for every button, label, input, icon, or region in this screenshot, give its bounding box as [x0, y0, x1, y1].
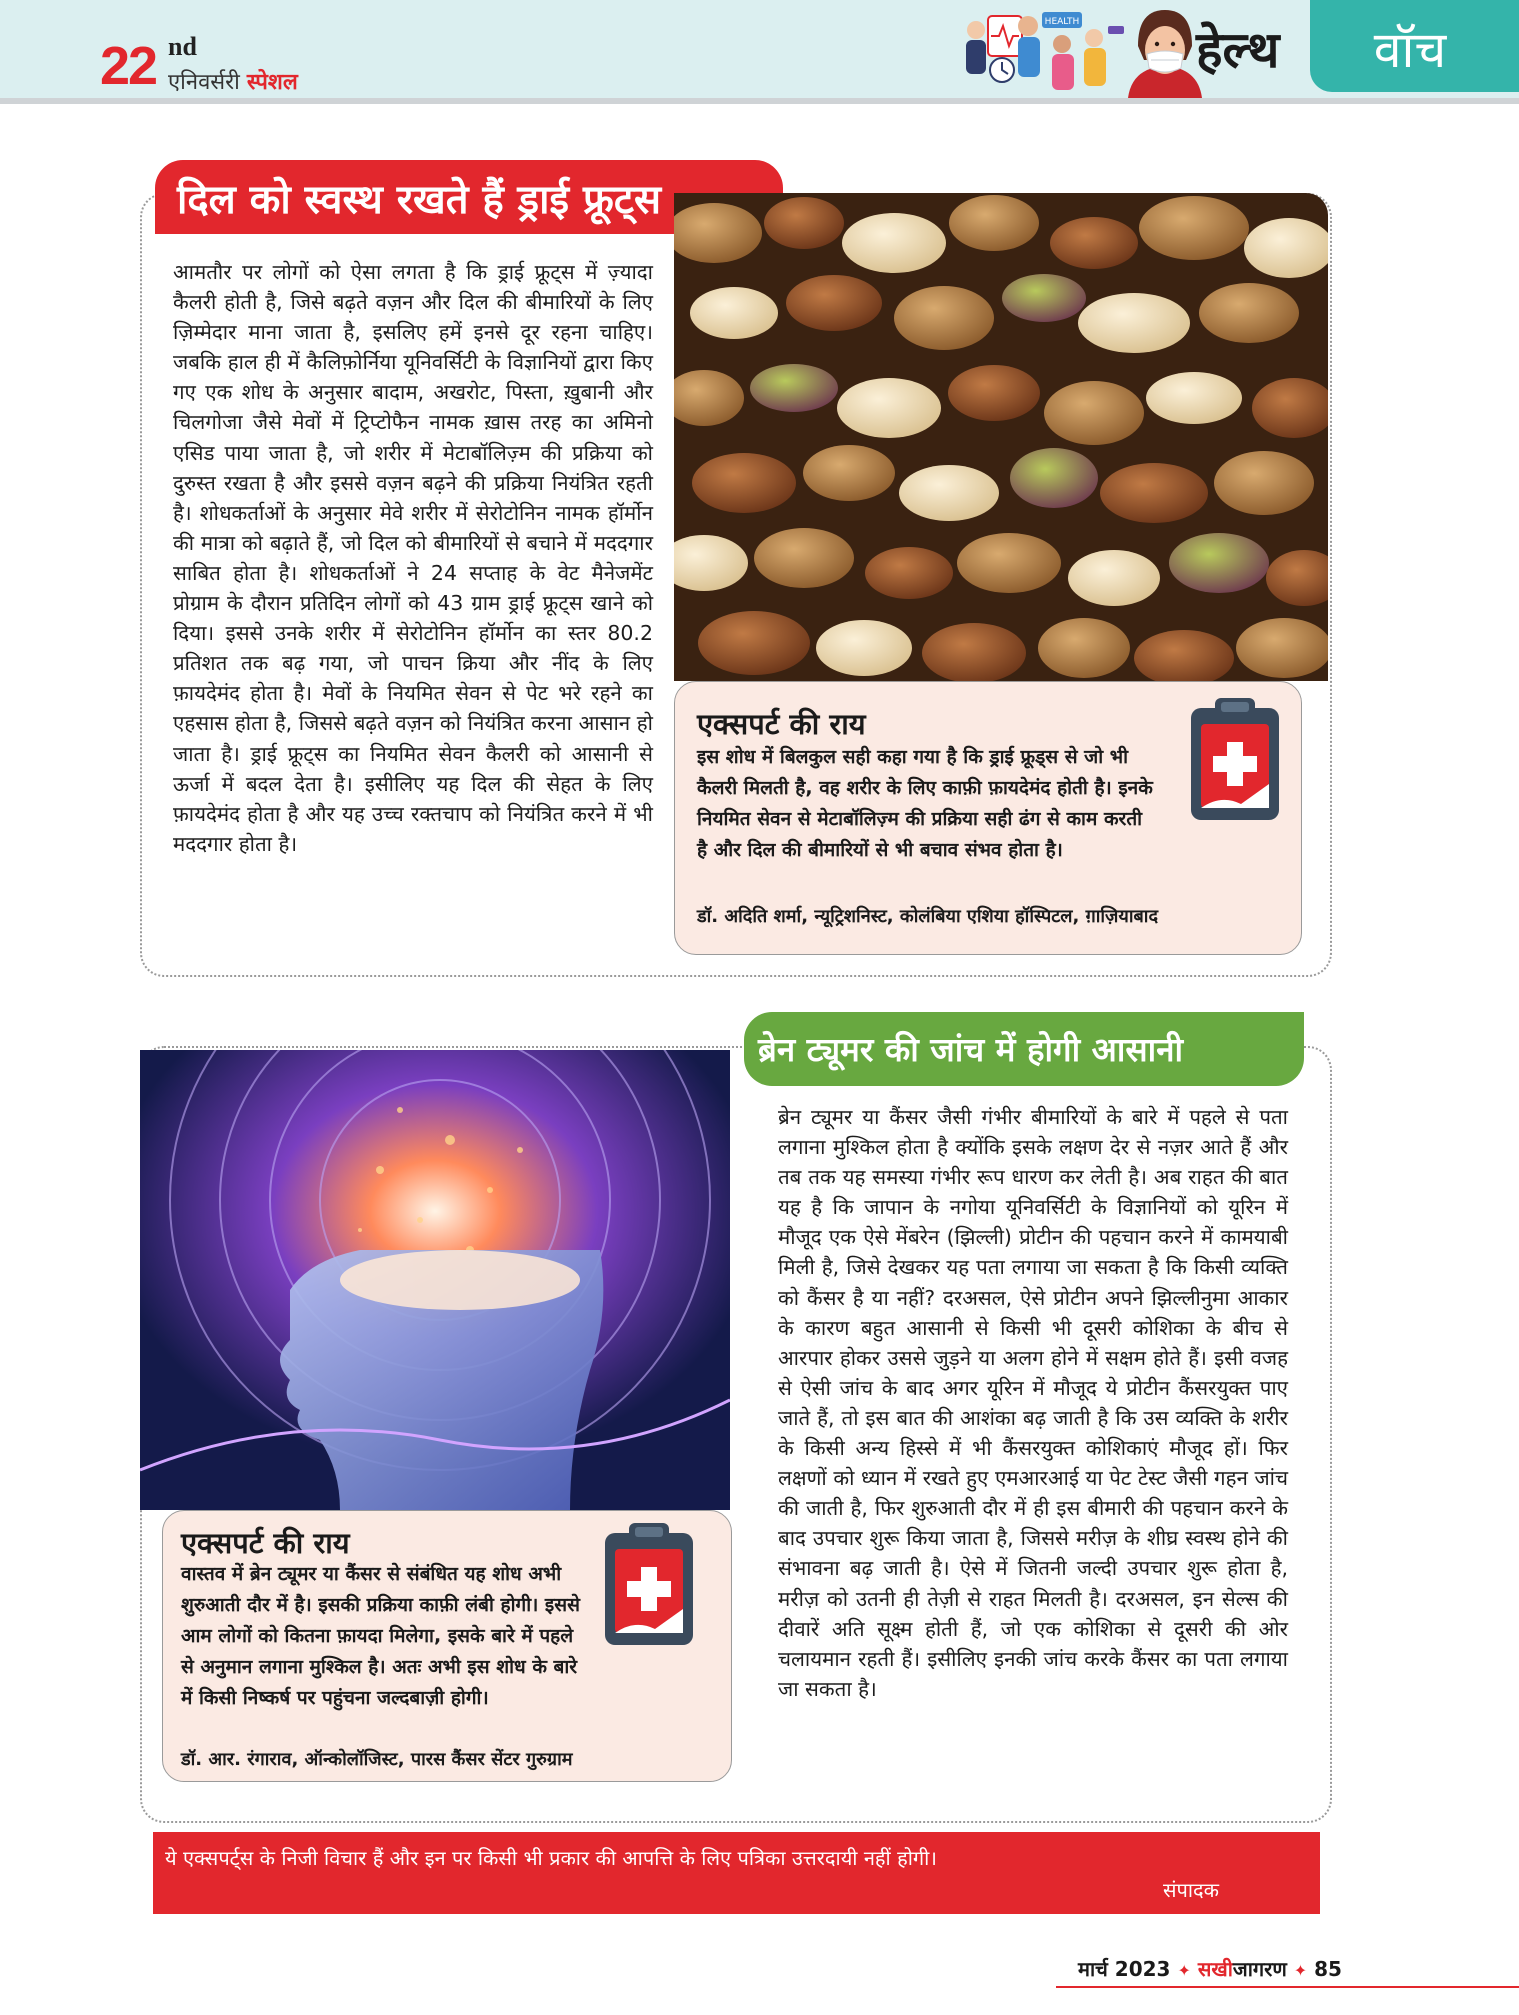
brain-illustration	[140, 1050, 730, 1510]
article-dry-fruits-body: आमतौर पर लोगों को ऐसा लगता है कि ड्राई फ्रूट्स में ज़्यादा कैलरी होती है, जिसे बढ़ते वज़न और दिल की बीमारियों के लिए ज़िम्मेदार माना जाता है, इसलिए हमें इनसे दूर रहना चाहिए। जबकि हाल ही में कैलिफ़ोर्निया यूनिवर्सिटी के विज्ञानियों द्वारा किए गए एक शोध के अनुसार बादाम, अखरोट, पिस्ता, ख़ुबानी और चिलगोजा जैसे मेवों में ट्रिप्टोफैन नामक ख़ास तरह का अमिनो एसिड पाया जाता है, जो शरीर में मेटाबॉलिज़्म की प्रक्रिया को दुरुस्त रखता है और इससे वज़न बढ़ने की प्रक्रिया नियंत्रित रहती है। शोधकर्ताओं के अनुसार मेवे शरीर में सेरोटोनिन नामक हॉर्मोन की मात्रा को बढ़ाते हैं, जो दिल को बीमारियों से बचाने में मददगार साबित होता है। शोधकर्ताओं ने 24 सप्ताह के वेट मैनेजमेंट प्रोग्राम के दौरान प्रतिदिन लोगों को 43 ग्राम ड्राई फ्रूट्स खाने को दिया। इससे उनके शरीर में सेरोटोनिन हॉर्मोन का स्तर 80.2 प्रतिशत तक बढ़ गया, जो पाचन क्रिया और नींद के लिए फ़ायदेमंद होता है। मेवों के नियमित सेवन से पेट भरे रहने का एहसास होता है, जिससे बढ़ते वज़न को नियंत्रित करना आसान हो जाता है। ड्राई फ्रूट्स का नियमित सेवन कैलरी को आसानी से ऊर्जा में बदल देता है। इसीलिए यह दिल की सेहत के लिए फ़ायदेमंद होता है और यह उच्च रक्तचाप को नियंत्रित करने में भी मददगार होता है।	[173, 260, 653, 856]
anniversary-special: स्पेशल	[246, 70, 298, 95]
expert-opinion-box	[674, 681, 1302, 955]
anniversary-suffix: nd	[168, 32, 197, 61]
article-brain-tumor-title: ब्रेन ट्यूमर की जांच में होगी आसानी	[758, 1030, 1184, 1069]
article-dry-fruits-title: दिल को स्वस्थ रखते हैं ड्राई फ्रूट्स	[177, 177, 662, 223]
article-brain-tumor-body: ब्रेन ट्यूमर या कैंसर जैसी गंभीर बीमारियों के बारे में पहले से पता लगाना मुश्किल होता है क्योंकि इसके लक्षण देर से नज़र आते हैं और तब तक यह समस्या गंभीर रूप धारण कर लेती है। अब राहत की बात यह है कि जापान के नगोया यूनिवर्सिटी के विज्ञानियों को यूरिन में मौजूद एक ऐसे मेंबरेन (झिल्ली) प्रोटीन की पहचान करने में कामयाबी मिली है, जिसे देखकर यह पता लगाया जा सकता है कि किसी व्यक्ति को कैंसर है या नहीं? दरअसल, ऐसे प्रोटीन अपने झिल्लीनुमा आकार के कारण बहुत आसानी से किसी भी दूसरी कोशिका के बीच से आरपार होकर उससे जुड़ने या अलग होने में सक्षम होते हैं। इसी वजह से ऐसी जांच के बाद अगर यूरिन में मौजूद ये प्रोटीन कैंसरयुक्त पाए जाते हैं, तो इस बात की आशंका बढ़ जाती है कि उस व्यक्ति के शरीर के किसी अन्य हिस्से में भी कैंसरयुक्त कोशिकाएं मौजूद हों। फिर लक्षणों को ध्यान में रखते हुए एमआरआई या पेट टेस्ट जैसी गहन जांच की जाती है, फिर शुरुआती दौर में ही इस बीमारी की पहचान करने के बाद उपचार शुरू किया जाता है, जिससे मरीज़ के शीघ्र स्वस्थ होने की संभावना बढ़ जाती है। ऐसे में जितनी जल्दी उपचार शुरू होता है, मरीज़ को उतनी ही तेज़ी से राहत मिलती है। दरअसल, इन सेल्स की दीवारें अति सूक्ष्म होती हैं, जो एक कोशिका से दूसरी की ओर चलायमान रहती हैं। इसीलिए इनकी जांच करके कैंसर का पता लगाया जा सकता है।	[778, 1105, 1288, 1701]
anniversary-label	[168, 66, 298, 96]
expert-name: डॉ. अदिति शर्मा, न्यूट्रिशनिस्ट, कोलंबिया एशिया हॉस्पिटल, ग़ाज़ियाबाद	[697, 906, 1159, 927]
header-divider	[0, 98, 1519, 104]
editor-signature: संपादक	[1163, 1878, 1220, 1902]
footer-brand-jagran: जागरण	[1232, 1957, 1287, 1981]
expert-opinion-text: इस शोध में बिलकुल सही कहा गया है कि ड्राई फ्रूड्स से जो भी कैलरी मिलती है, वह शरीर के लिए काफ़ी फ़ायदेमंद होती है। इनके नियमित सेवन से मेटाबॉलिज़्म की प्रक्रिया सही ढंग से काम करती है और दिल की बीमारियों से भी बचाव संभव होता है।	[697, 746, 1153, 861]
expert-opinion-title-2: एक्सपर्ट की राय	[181, 1526, 350, 1560]
disclaimer-text: ये एक्सपर्ट्स के निजी विचार हैं और इन पर किसी भी प्रकार की आपत्ति के लिए पत्रिका उत्तरदायी नहीं होगी।	[165, 1846, 937, 1870]
article-brain-tumor-title-bar	[744, 1012, 1304, 1086]
anniversary-word: एनिवर्सरी	[168, 70, 240, 95]
expert-opinion-title: एक्सपर्ट की राय	[697, 707, 866, 741]
dry-fruits-photo	[674, 193, 1328, 681]
medical-clipboard-icon	[1185, 696, 1285, 826]
section-tab-label: वॉच	[1373, 21, 1447, 79]
page-footer	[1078, 1955, 1342, 1982]
page-number: 85	[1314, 1957, 1342, 1981]
footer-rule	[1056, 1986, 1519, 1988]
footer-brand-sakhi: सखी	[1197, 1957, 1233, 1981]
expert-opinion-box-2	[162, 1510, 732, 1782]
expert-name-2: डॉ. आर. रंगाराव, ऑन्कोलॉजिस्ट, पारस कैंसर सेंटर गुरुग्राम	[181, 1749, 573, 1770]
footer-month-year: मार्च 2023	[1078, 1957, 1171, 1981]
health-sign-text: HEALTH	[1044, 17, 1080, 27]
star-separator-icon: ✦	[1177, 1961, 1191, 1980]
health-people-illustration	[958, 4, 1128, 96]
section-title: हेल्थ	[1196, 21, 1280, 79]
medical-clipboard-icon-2	[599, 1521, 699, 1651]
expert-opinion-text-2: वास्तव में ब्रेन ट्यूमर या कैंसर से संबंधित यह शोध अभी शुरुआती दौर में है। इसकी प्रक्रिया काफ़ी लंबी होगी। इससे आम लोगों को कितना फ़ायदा मिलेगा, इसके बारे में पहले से अनुमान लगाना मुश्किल है। अतः अभी इस शोध के बारे में किसी निष्कर्ष पर पहुंचना जल्दबाज़ी होगी।	[181, 1563, 580, 1709]
star-separator-icon-2: ✦	[1293, 1961, 1308, 1980]
anniversary-number: 22	[100, 36, 157, 96]
disclaimer-banner	[153, 1832, 1320, 1914]
